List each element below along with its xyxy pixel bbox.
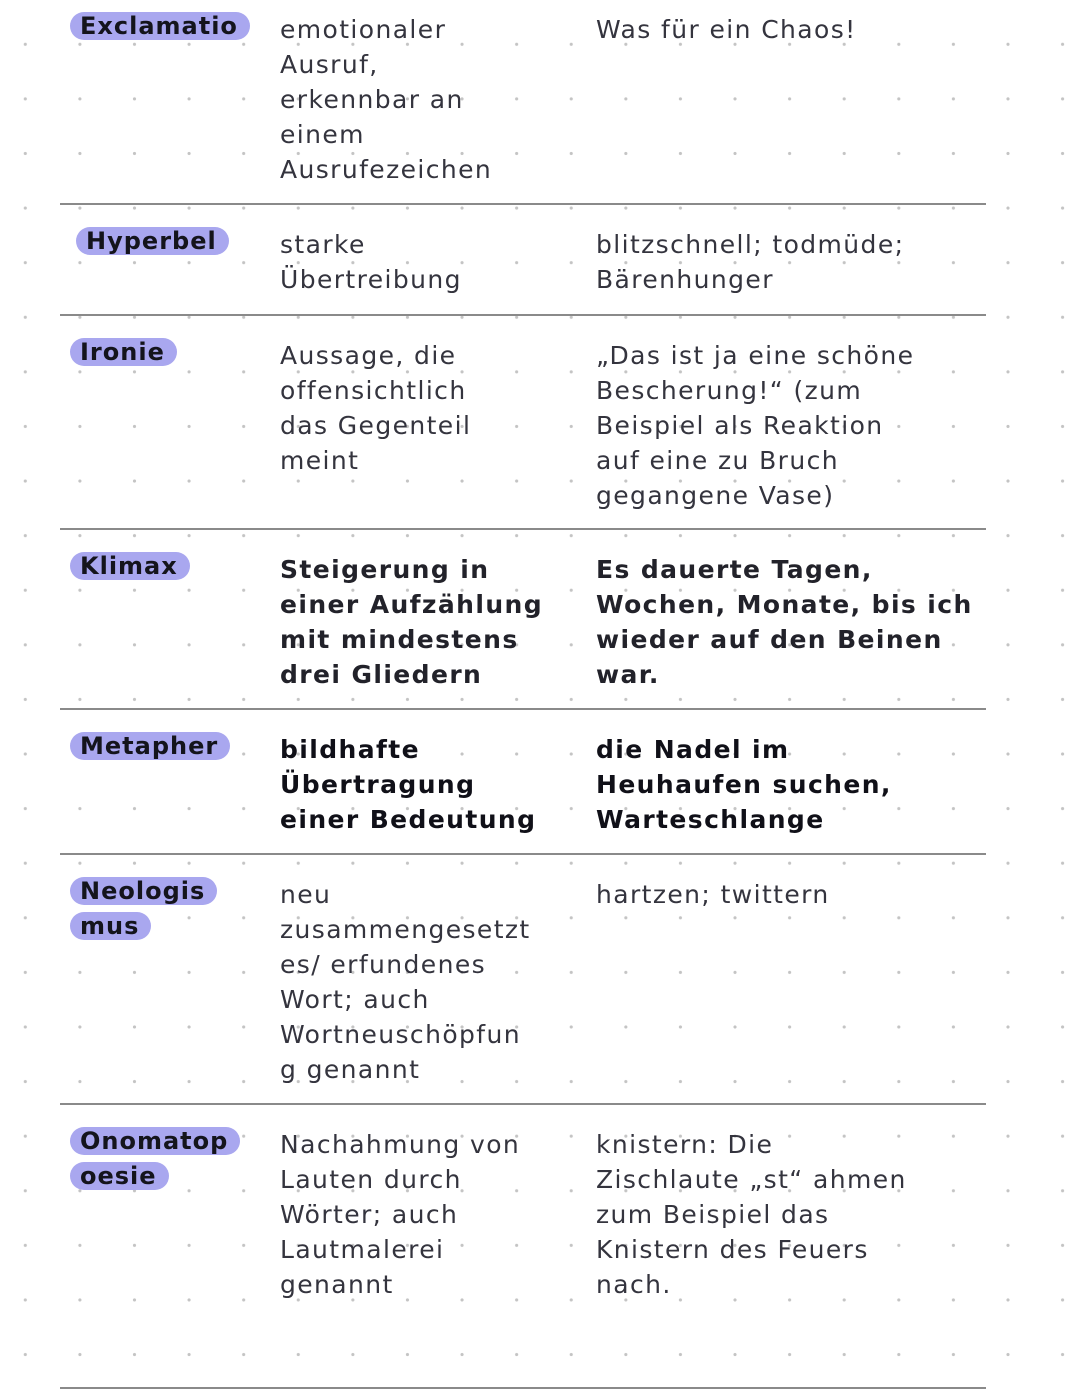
definition-line: offensichtlich	[280, 376, 467, 405]
example-line: gegangene Vase)	[596, 481, 835, 510]
example-line: Bärenhunger	[596, 265, 774, 294]
definition-line: Ausrufezeichen	[280, 155, 493, 184]
row-divider	[60, 1387, 986, 1389]
example-cell	[596, 552, 996, 692]
definition-line: emotionaler	[280, 15, 447, 44]
example-line: knistern: Die	[596, 1130, 774, 1159]
definition-line: Lauten durch	[280, 1165, 462, 1194]
term-highlight: Klimax	[70, 552, 190, 580]
example-cell	[596, 227, 996, 297]
definition-line: Ausruf,	[280, 50, 379, 79]
term-cell	[70, 877, 260, 947]
definition-cell	[280, 877, 570, 1087]
term-highlight: Ironie	[70, 338, 177, 366]
definition-cell	[280, 227, 570, 297]
example-line: „Das ist ja eine schöne	[596, 341, 915, 370]
definition-line: Wortneuschöpfun	[280, 1020, 521, 1049]
definition-line: zusammengesetzt	[280, 915, 531, 944]
definition-line: Wörter; auch	[280, 1200, 459, 1229]
term-cell	[70, 1127, 260, 1197]
example-line: Beispiel als Reaktion	[596, 411, 884, 440]
term-cell	[76, 227, 266, 262]
definition-line: es/ erfundenes	[280, 950, 487, 979]
example-cell	[596, 12, 996, 47]
row-divider	[60, 708, 986, 710]
example-line: Knistern des Feuers	[596, 1235, 869, 1264]
definition-line: Übertragung	[280, 770, 476, 799]
definition-line: mit mindestens	[280, 625, 519, 654]
definition-line: Lautmalerei	[280, 1235, 445, 1264]
definition-line: einer Bedeutung	[280, 805, 537, 834]
term-highlight: oesie	[70, 1162, 169, 1190]
definition-line: Aussage, die	[280, 341, 457, 370]
term-highlight: Onomatop	[70, 1127, 240, 1155]
example-line: Heuhaufen suchen,	[596, 770, 892, 799]
example-cell	[596, 877, 996, 912]
definition-line: genannt	[280, 1270, 394, 1299]
example-line: hartzen; twittern	[596, 880, 830, 909]
definition-line: bildhafte	[280, 735, 420, 764]
term-highlight: Metapher	[70, 732, 230, 760]
row-divider	[60, 314, 986, 316]
example-line: zum Beispiel das	[596, 1200, 830, 1229]
definition-line: starke	[280, 230, 366, 259]
term-cell	[70, 338, 260, 373]
definition-line: einer Aufzählung	[280, 590, 544, 619]
definition-line: neu	[280, 880, 332, 909]
definition-cell	[280, 552, 570, 692]
example-line: Es dauerte Tagen,	[596, 555, 873, 584]
example-cell	[596, 732, 996, 837]
definition-line: g genannt	[280, 1055, 421, 1084]
example-line: die Nadel im	[596, 735, 790, 764]
example-line: auf eine zu Bruch	[596, 446, 839, 475]
definition-cell	[280, 12, 570, 187]
example-line: Was für ein Chaos!	[596, 15, 857, 44]
definition-cell	[280, 1127, 570, 1302]
definition-cell	[280, 338, 570, 478]
example-line: Warteschlange	[596, 805, 825, 834]
example-line: wieder auf den Beinen	[596, 625, 943, 654]
definition-line: Wort; auch	[280, 985, 430, 1014]
definition-line: meint	[280, 446, 360, 475]
example-line: Zischlaute „st“ ahmen	[596, 1165, 907, 1194]
row-divider	[60, 528, 986, 530]
term-highlight: Hyperbel	[76, 227, 229, 255]
row-divider	[60, 203, 986, 205]
row-divider	[60, 853, 986, 855]
example-line: nach.	[596, 1270, 672, 1299]
term-highlight: Neologis	[70, 877, 217, 905]
definition-cell	[280, 732, 570, 837]
definition-line: Steigerung in	[280, 555, 490, 584]
definition-line: einem	[280, 120, 365, 149]
definition-line: erkennbar an	[280, 85, 464, 114]
example-line: Bescherung!“ (zum	[596, 376, 863, 405]
term-cell	[70, 552, 260, 587]
example-line: Wochen, Monate, bis ich	[596, 590, 973, 619]
example-cell	[596, 1127, 996, 1302]
row-divider	[60, 1103, 986, 1105]
term-cell	[70, 12, 260, 47]
example-line: blitzschnell; todmüde;	[596, 230, 905, 259]
definition-line: das Gegenteil	[280, 411, 472, 440]
example-cell	[596, 338, 996, 513]
definition-line: Übertreibung	[280, 265, 462, 294]
definition-line: drei Gliedern	[280, 660, 483, 689]
term-highlight: Exclamatio	[70, 12, 250, 40]
example-line: war.	[596, 660, 660, 689]
definition-line: Nachahmung von	[280, 1130, 521, 1159]
term-cell	[70, 732, 260, 767]
term-highlight: mus	[70, 912, 151, 940]
